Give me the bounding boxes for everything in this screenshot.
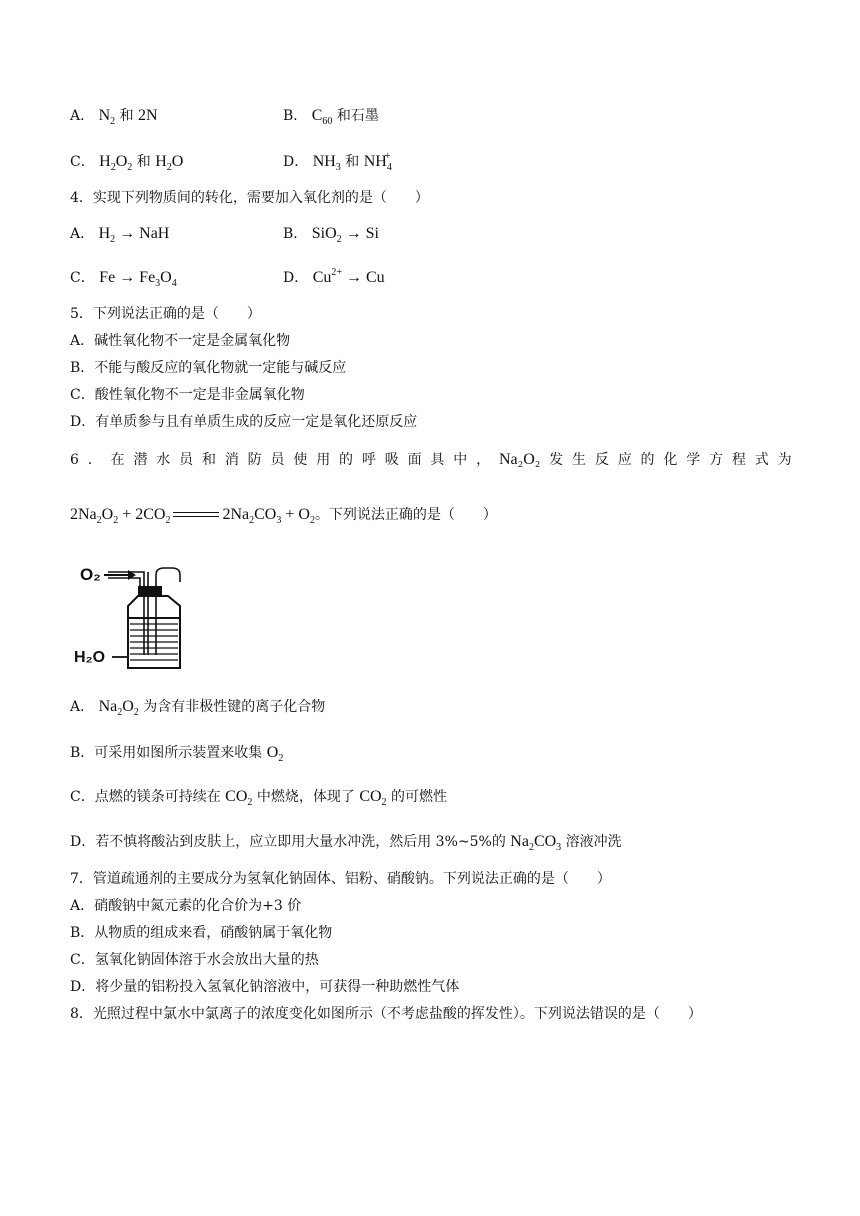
q5-option-d: D．有单质参与且有单质生成的反应一定是氧化还原反应 <box>70 414 418 430</box>
q8-stem: 8．光照过程中氯水中氯离子的浓度变化如图所示（不考虑盐酸的挥发性）。下列说法错误的是（ ） <box>70 1006 702 1022</box>
q5-stem: 5．下列说法正确的是（ ） <box>70 306 261 322</box>
q7-stem: 7．管道疏通剂的主要成分为氢氧化钠固体、铝粉、硝酸钠。下列说法正确的是（ ） <box>70 871 611 887</box>
q5-option-c: C．酸性氧化物不一定是非金属氧化物 <box>70 387 305 403</box>
q5-option-a: A．碱性氧化物不一定是金属氧化物 <box>70 333 291 349</box>
q6-option-a: A． $Na_2O_2$ 为含有非极性键的离子化合物 <box>70 698 326 718</box>
q7-option-b: B．从物质的组成来看，硝酸钠属于氧化物 <box>70 925 333 941</box>
equals-sign <box>173 511 219 519</box>
h2o-label: H₂O <box>74 649 106 666</box>
q3-option-b: B． $C_{60}$ 和石墨 <box>283 107 379 127</box>
q3-option-d: D． $NH_3$ 和 $NH_4^+$ <box>283 151 392 173</box>
q6-option-b: B．可采用如图所示装置来收集 $O_2$ <box>70 744 284 764</box>
q6-option-d: D．若不慎将酸沾到皮肤上，应立即用大量水冲洗，然后用 3%~5%的 $Na_2CO_3$ 溶液冲洗 <box>70 833 622 853</box>
q4-option-c: C． $Fe \to Fe_3O_4$ <box>70 269 177 289</box>
gas-bottle-figure <box>72 560 192 675</box>
q4-stem: 4．实现下列物质间的转化，需要加入氧化剂的是（ ） <box>70 190 429 206</box>
q7-option-c: C．氢氧化钠固体溶于水会放出大量的热 <box>70 952 319 968</box>
q6-equation: $2Na_2O_2 + 2CO_2$ $2Na_2CO_3 + O_2$。下列说法正确的是（ ） <box>70 506 497 526</box>
q7-option-a: A．硝酸钠中氮元素的化合价为+3 价 <box>70 898 302 914</box>
q7-option-d: D．将少量的铝粉投入氢氧化钠溶液中，可获得一种助燃性气体 <box>70 979 460 995</box>
q3-option-c: C． $H_2O_2$ 和 $H_2O$ <box>70 153 184 173</box>
q4-option-a: A． $H_2$ → NaH <box>70 225 170 245</box>
q3-option-a: A． $N_2$ 和 2N <box>70 107 158 127</box>
q6-stem: 6 ． 在 潜 水 员 和 消 防 员 使 用 的 呼 吸 面 具 中 ， Na₂O₂ 发 生 反 应 的 化 学 方 程 式 为 <box>70 451 792 468</box>
q4-option-d: D． $Cu^{2+} \to Cu$ <box>283 267 385 286</box>
q4-option-b: B． SiO$_2$ → Si <box>283 225 379 245</box>
o2-label: O₂ <box>80 565 101 584</box>
q5-option-b: B．不能与酸反应的氧化物就一定能与碱反应 <box>70 360 347 376</box>
q6-option-c: C．点燃的镁条可持续在 $CO_2$ 中燃烧，体现了 $CO_2$ 的可燃性 <box>70 788 447 808</box>
